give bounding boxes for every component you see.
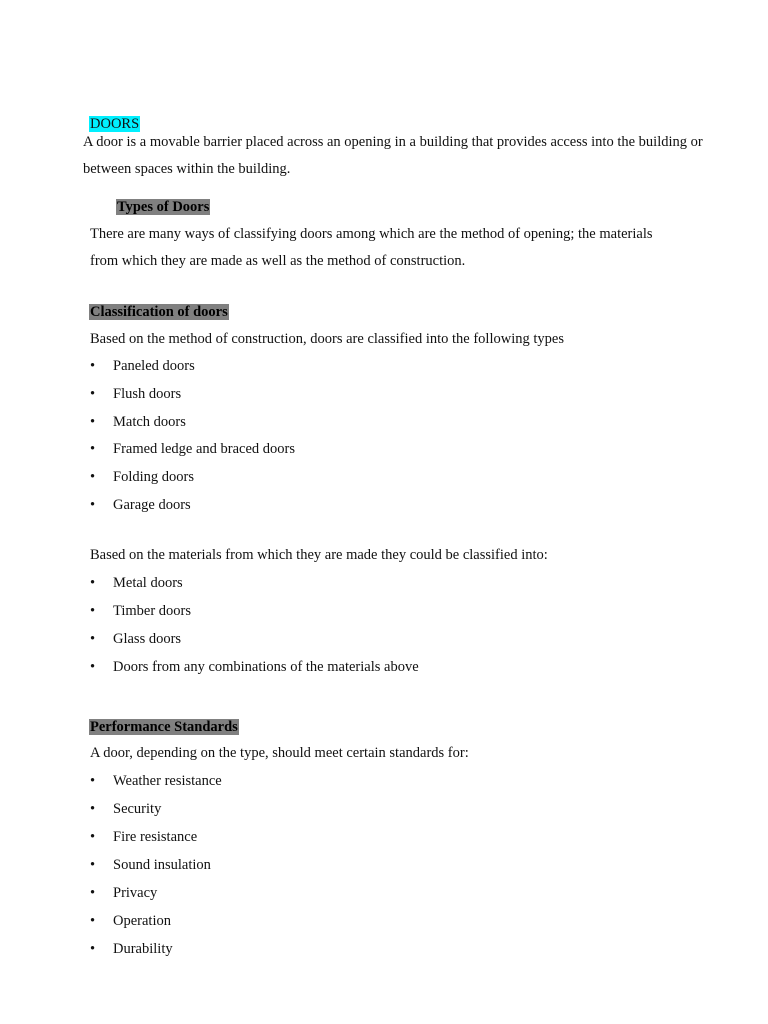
list-item: Weather resistance <box>113 773 222 789</box>
types-text-line-1: There are many ways of classifying doors among which are the method of opening; the materials <box>90 226 653 242</box>
list-item: Garage doors <box>113 497 191 513</box>
doors-title: DOORS <box>90 116 140 132</box>
intro-line-2: between spaces within the building. <box>83 161 291 177</box>
list-item: Match doors <box>113 413 186 430</box>
materials-intro: Based on the materials from which they are made they could be classified into: <box>90 547 548 563</box>
bullet-icon: • <box>90 603 96 619</box>
bullet-icon: • <box>90 413 96 430</box>
list-item: Flush doors <box>113 385 182 402</box>
list-item: Fire resistance <box>113 829 198 845</box>
list-item: Security <box>113 801 162 817</box>
list-item: Metal doors <box>113 575 183 591</box>
bullet-icon: • <box>90 631 96 647</box>
list-item: Sound insulation <box>113 857 211 873</box>
list-item: Timber doors <box>113 603 192 619</box>
performance-intro: A door, depending on the type, should meet certain standards for: <box>90 745 469 761</box>
bullet-icon: • <box>90 829 96 845</box>
bullet-icon: • <box>90 358 96 374</box>
bullet-icon: • <box>90 941 96 957</box>
list-item: Doors from any combinations of the materials above <box>113 659 419 675</box>
bullet-icon: • <box>90 385 96 402</box>
list-item: Folding doors <box>113 469 194 486</box>
bullet-icon: • <box>90 469 96 486</box>
construction-intro: Based on the method of construction, doors are classified into the following types <box>90 331 564 347</box>
bullet-icon: • <box>90 913 96 929</box>
bullet-icon: • <box>90 659 96 675</box>
bullet-icon: • <box>90 857 96 873</box>
list-item: Operation <box>113 913 171 929</box>
list-item: Privacy <box>113 885 158 901</box>
bullet-icon: • <box>90 801 96 817</box>
bullet-icon: • <box>90 497 96 513</box>
types-heading: Types of Doors <box>117 199 210 215</box>
intro-line-1: A door is a movable barrier placed across an opening in a building that provides access into the building or <box>83 134 703 150</box>
list-item: Glass doors <box>113 631 182 647</box>
list-item: Durability <box>113 941 173 957</box>
types-text-line-2: from which they are made as well as the method of construction. <box>90 253 466 269</box>
list-item: Paneled doors <box>113 358 195 374</box>
bullet-icon: • <box>90 575 96 591</box>
classification-heading: Classification of doors <box>90 304 228 320</box>
bullet-icon: • <box>90 885 96 901</box>
bullet-icon: • <box>90 441 96 458</box>
performance-heading: Performance Standards <box>90 719 238 735</box>
list-item: Framed ledge and braced doors <box>113 441 295 458</box>
bullet-icon: • <box>90 773 96 789</box>
